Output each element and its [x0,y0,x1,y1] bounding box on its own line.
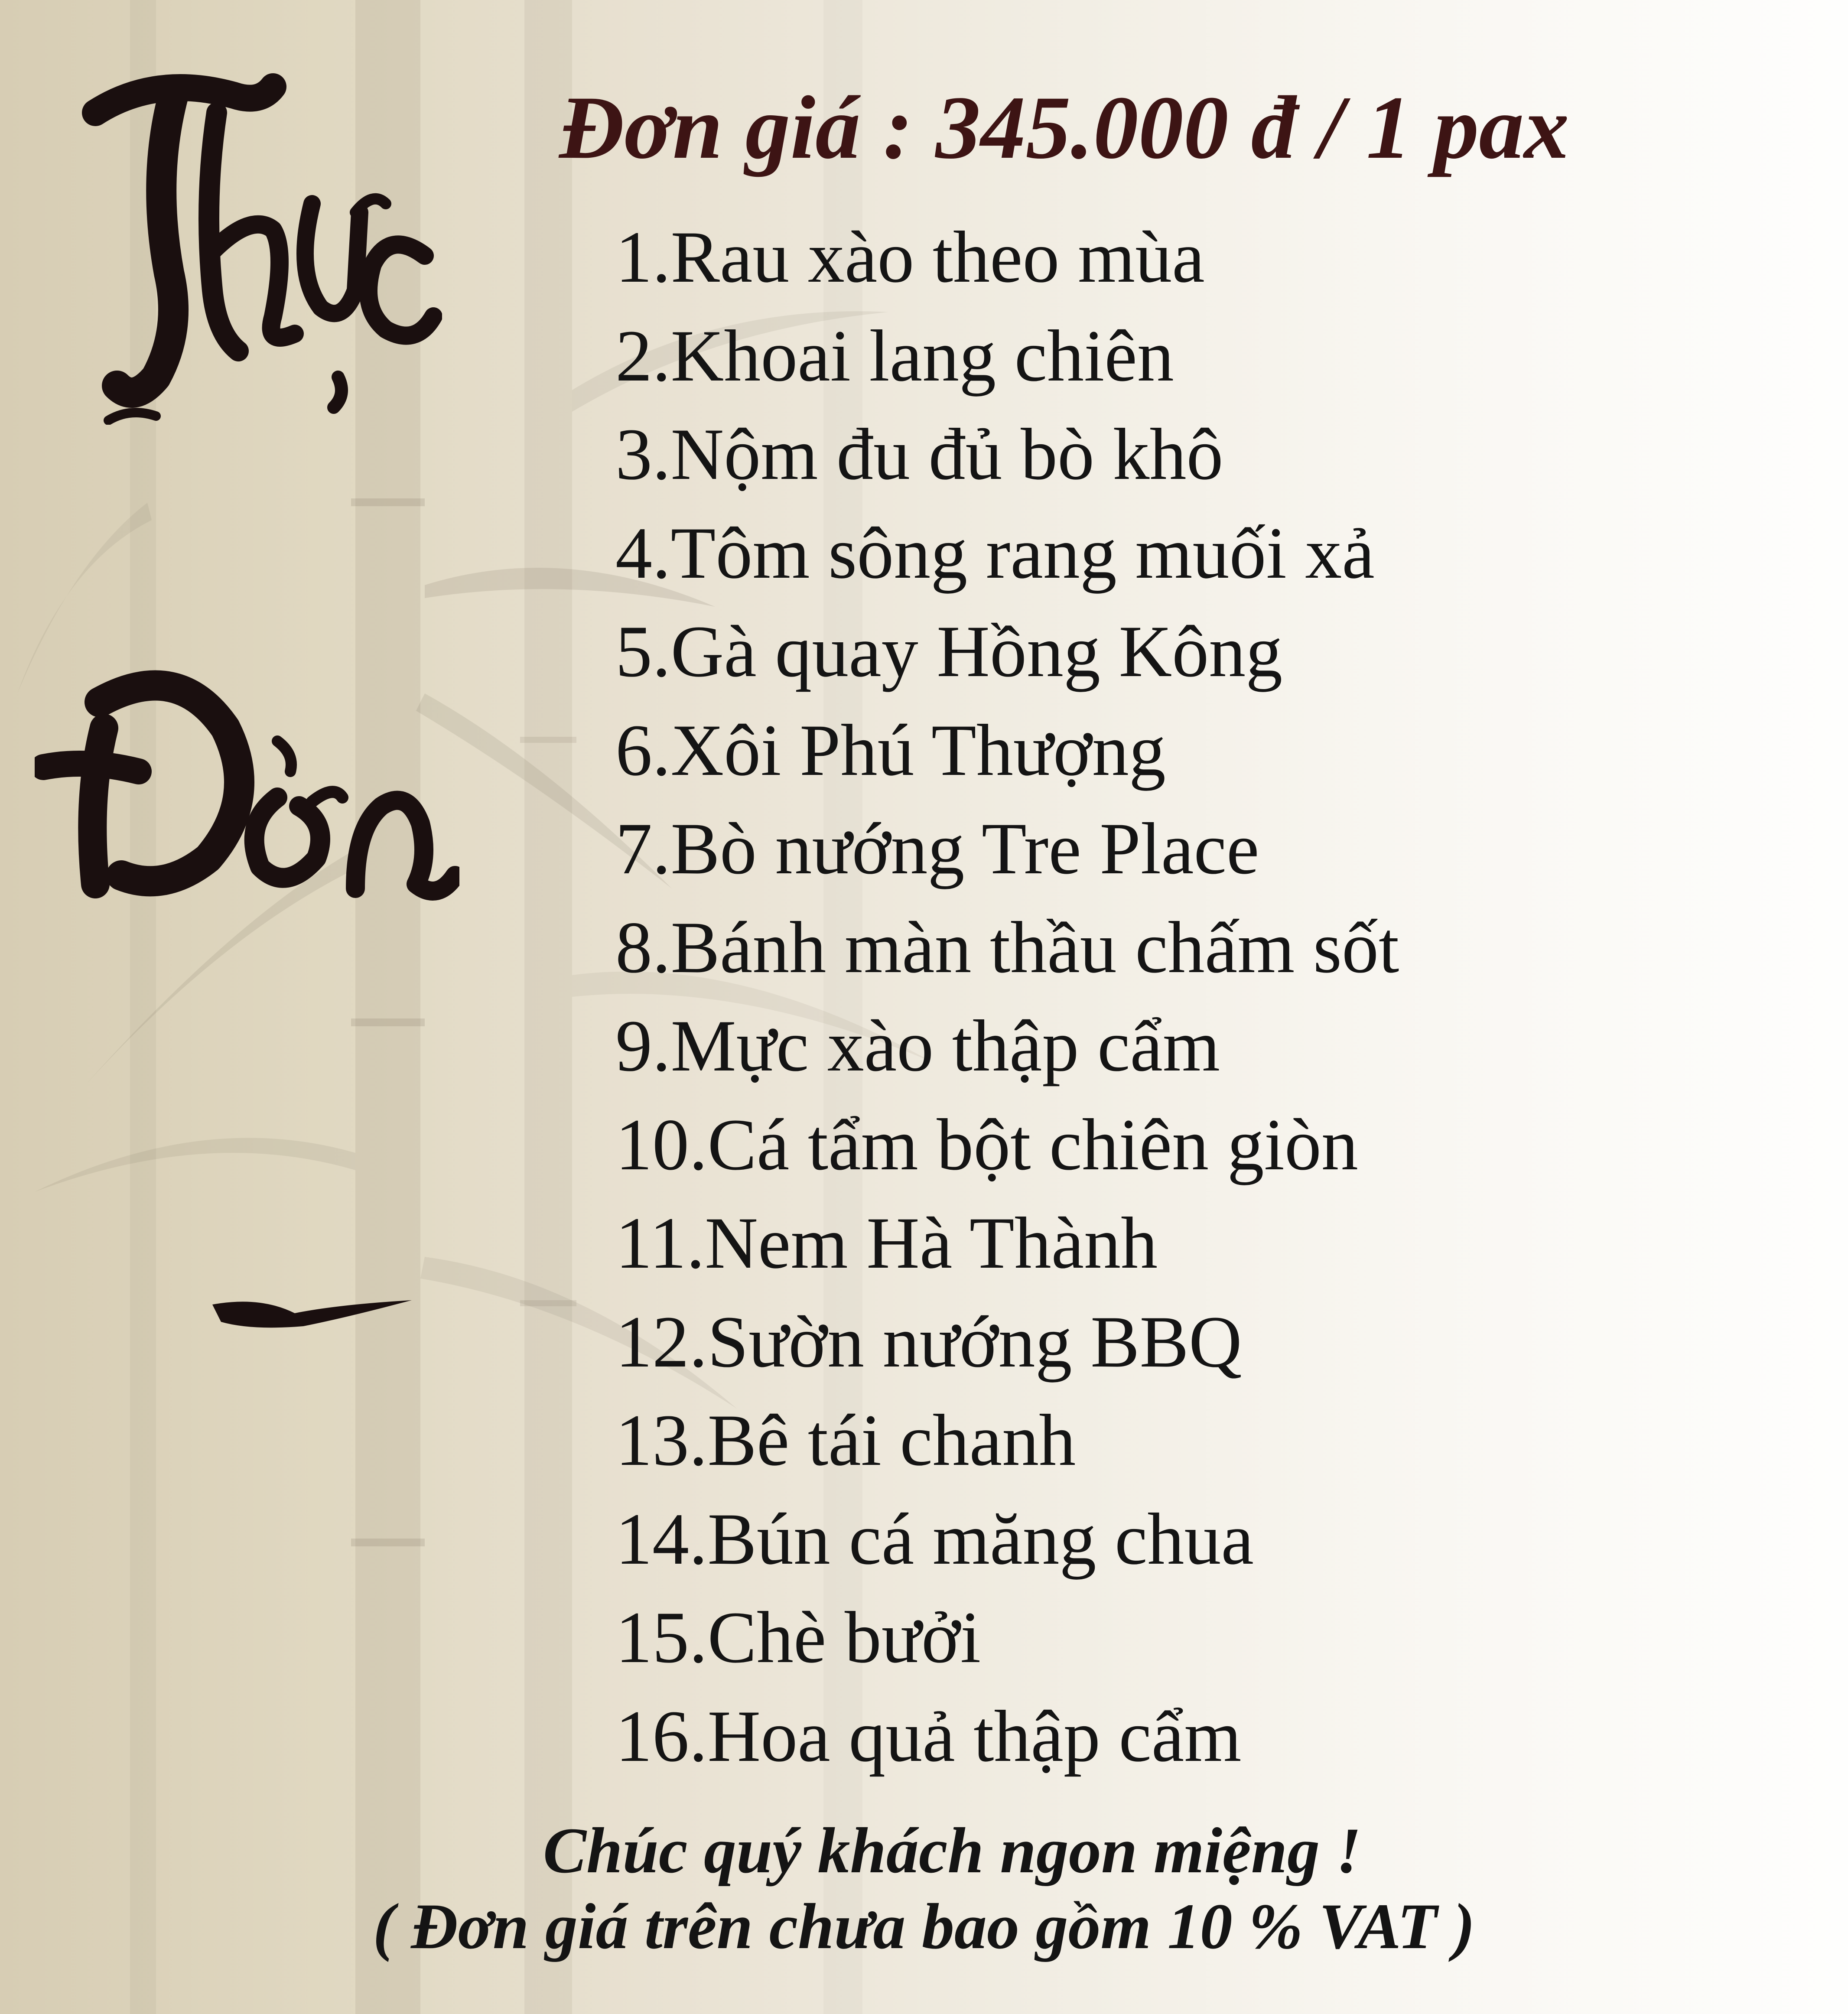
menu-item: 3.Nộm đu đủ bò khô [615,413,1223,495]
calligraphy-don [35,641,459,910]
menu-item: 11.Nem Hà Thành [615,1202,1158,1284]
calligraphy-dash [208,1279,416,1339]
menu-item: 7.Bò nướng Tre Place [615,808,1259,889]
menu-item: 16.Hoa quả thập cẩm [615,1695,1242,1777]
menu-item: 13.Bê tái chanh [615,1399,1076,1481]
menu-item: 10.Cá tẩm bột chiên giòn [615,1103,1358,1185]
vat-note: ( Đơn giá trên chưa bao gồm 10 % VAT ) [373,1890,1475,1962]
menu-item: 6.Xôi Phú Thượng [615,709,1166,791]
price-per-pax: Đơn giá : 345.000 đ / 1 pax [559,78,1569,177]
menu-item: 9.Mực xào thập cẩm [615,1005,1220,1087]
menu-item: 12.Sườn nướng BBQ [615,1301,1242,1383]
menu-item: 5.Gà quay Hồng Kông [615,611,1283,692]
menu-item-list [615,208,1399,1786]
calligraphy-thuc [69,48,442,425]
menu-item: 15.Chè bưởi [615,1597,981,1678]
menu-item: 14.Bún cá măng chua [615,1498,1254,1580]
menu-item: 2.Khoai lang chiên [615,315,1174,397]
menu-item: 4.Tôm sông rang muối xả [615,512,1375,594]
closing-message: Chúc quý khách ngon miệng ! [543,1815,1361,1887]
menu-item: 1.Rau xào theo mùa [615,216,1205,298]
menu-item: 8.Bánh màn thầu chấm sốt [615,906,1399,988]
